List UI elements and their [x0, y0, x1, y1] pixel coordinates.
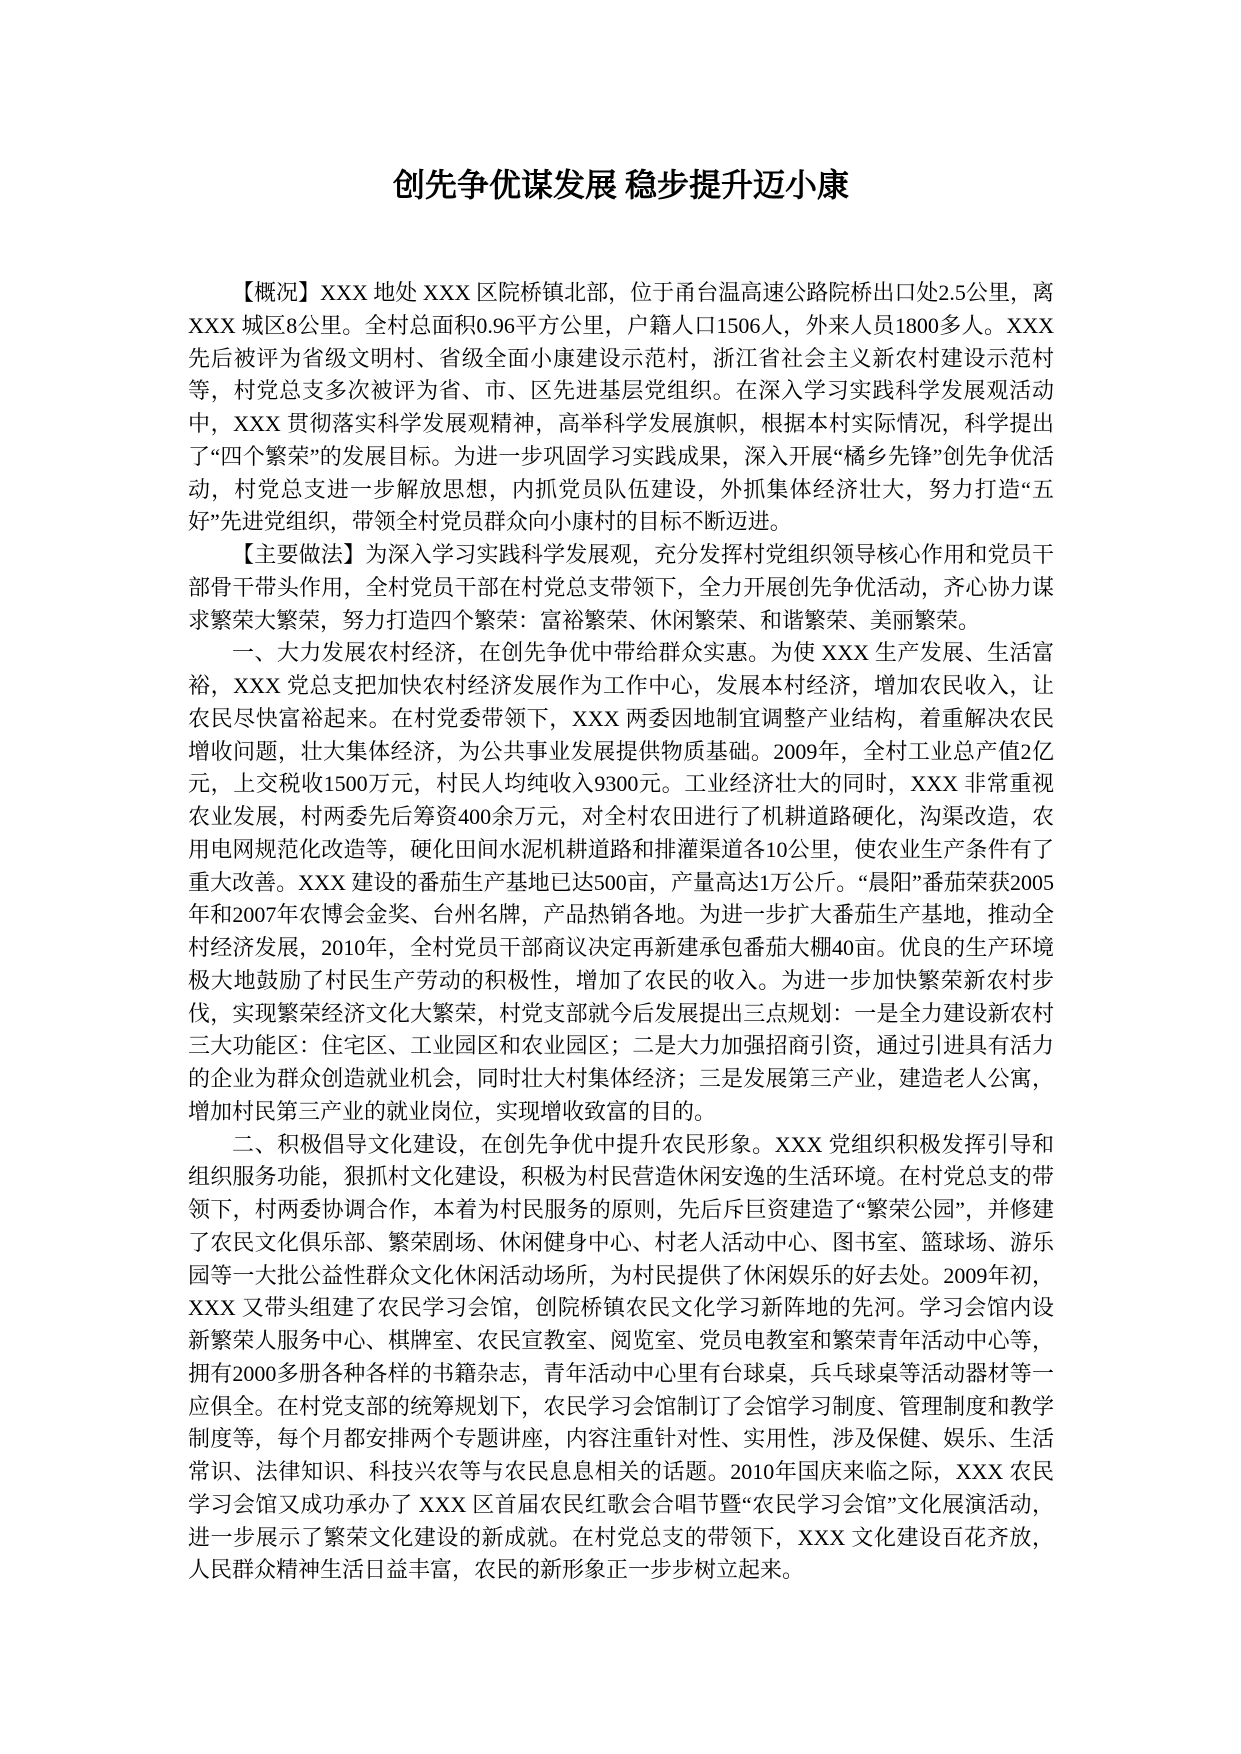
paragraph-main-practices: 【主要做法】为深入学习实践科学发展观，充分发挥村党组织领导核心作用和党员干部骨干带头作用，全村党员干部在村党总支带领下，全力开展创先争优活动，齐心协力谋求繁荣大繁荣，努力打造四个繁荣：富裕繁荣、休闲繁荣、和谐繁荣、美丽繁荣。: [188, 542, 1054, 633]
document-body: [188, 277, 1054, 1587]
paragraph-section-one-rural-economy: 一、大力发展农村经济，在创先争优中带给群众实惠。为使 XXX 生产发展、生活富裕，XXX 党总支把加快农村经济发展作为工作中心，发展本村经济，增加农民收入，让农民尽快富裕起来。在村党委带领下，XXX 两委因地制宜调整产业结构，着重解决农民增收问题，壮大集体经济，为公共事业发展提供物质基础。2009年，全村工业总产值2亿元，上交税收1500万元，村民人均纯收入9300元。工业经济壮大的同时，XXX 非常重视农业发展，村两委先后筹资400余万元，对全村农田进行了机耕道路硬化，沟渠改造，农用电网规范化改造等，硬化田间水泥机耕道路和排灌渠道各10公里，使农业生产条件有了重大改善。XXX 建设的番茄生产基地已达500亩，产量高达1万公斤。“晨阳”番茄荣获2005年和2007年农博会金奖、台州名牌，产品热销各地。为进一步扩大番茄生产基地，推动全村经济发展，2010年，全村党员干部商议决定再新建承包番茄大棚40亩。优良的生产环境极大地鼓励了村民生产劳动的积极性，增加了农民的收入。为进一步加快繁荣新农村步伐，实现繁荣经济文化大繁荣，村党支部就今后发展提出三点规划：一是全力建设新农村三大功能区：住宅区、工业园区和农业园区；二是大力加强招商引资，通过引进具有活力的企业为群众创造就业机会，同时壮大村集体经济；三是发展第三产业，建造老人公寓，增加村民第三产业的就业岗位，实现增收致富的目的。: [188, 640, 1054, 1124]
document-title: 创先争优谋发展 稳步提升迈小康: [392, 167, 849, 203]
paragraph-section-two-cultural-construction: 二、积极倡导文化建设，在创先争优中提升农民形象。XXX 党组织积极发挥引导和组织服务功能，狠抓村文化建设，积极为村民营造休闲安逸的生活环境。在村党总支的带领下，村两委协调合作，本着为村民服务的原则，先后斥巨资建造了“繁荣公园”，并修建了农民文化俱乐部、繁荣剧场、休闲健身中心、村老人活动中心、图书室、篮球场、游乐园等一大批公益性群众文化休闲活动场所，为村民提供了休闲娱乐的好去处。2009年初，XXX 又带头组建了农民学习会馆，创院桥镇农民文化学习新阵地的先河。学习会馆内设新繁荣人服务中心、棋牌室、农民宣教室、阅览室、党员电教室和繁荣青年活动中心等，拥有2000多册各种各样的书籍杂志，青年活动中心里有台球桌，兵乓球桌等活动器材等一应俱全。在村党支部的统筹规划下，农民学习会馆制订了会馆学习制度、管理制度和教学制度等，每个月都安排两个专题讲座，内容注重针对性、实用性，涉及保健、娱乐、生活常识、法律知识、科技兴农等与农民息息相关的话题。2010年国庆来临之际，XXX 农民学习会馆又成功承办了 XXX 区首届农民红歌会合唱节暨“农民学习会馆”文化展演活动，进一步展示了繁荣文化建设的新成就。在村党总支的带领下，XXX 文化建设百花齐放，人民群众精神生活日益丰富，农民的新形象正一步步树立起来。: [188, 1131, 1054, 1583]
paragraph-overview: 【概况】XXX 地处 XXX 区院桥镇北部，位于甬台温高速公路院桥出口处2.5公里，离 XXX 城区8公里。全村总面积0.96平方公里，户籍人口1506人，外来人员1800多人。XXX 先后被评为省级文明村、省级全面小康建设示范村，浙江省社会主义新农村建设示范村等，村党总支多次被评为省、市、区先进基层党组织。在深入学习实践科学发展观活动中，XXX 贯彻落实科学发展观精神，高举科学发展旗帜，根据本村实际情况，科学提出了“四个繁荣”的发展目标。为进一步巩固学习实践成果，深入开展“橘乡先锋”创先争优活动，村党总支进一步解放思想，内抓党员队伍建设，外抓集体经济壮大，努力打造“五好”先进党组织，带领全村党员群众向小康村的目标不断迈进。: [188, 280, 1054, 535]
